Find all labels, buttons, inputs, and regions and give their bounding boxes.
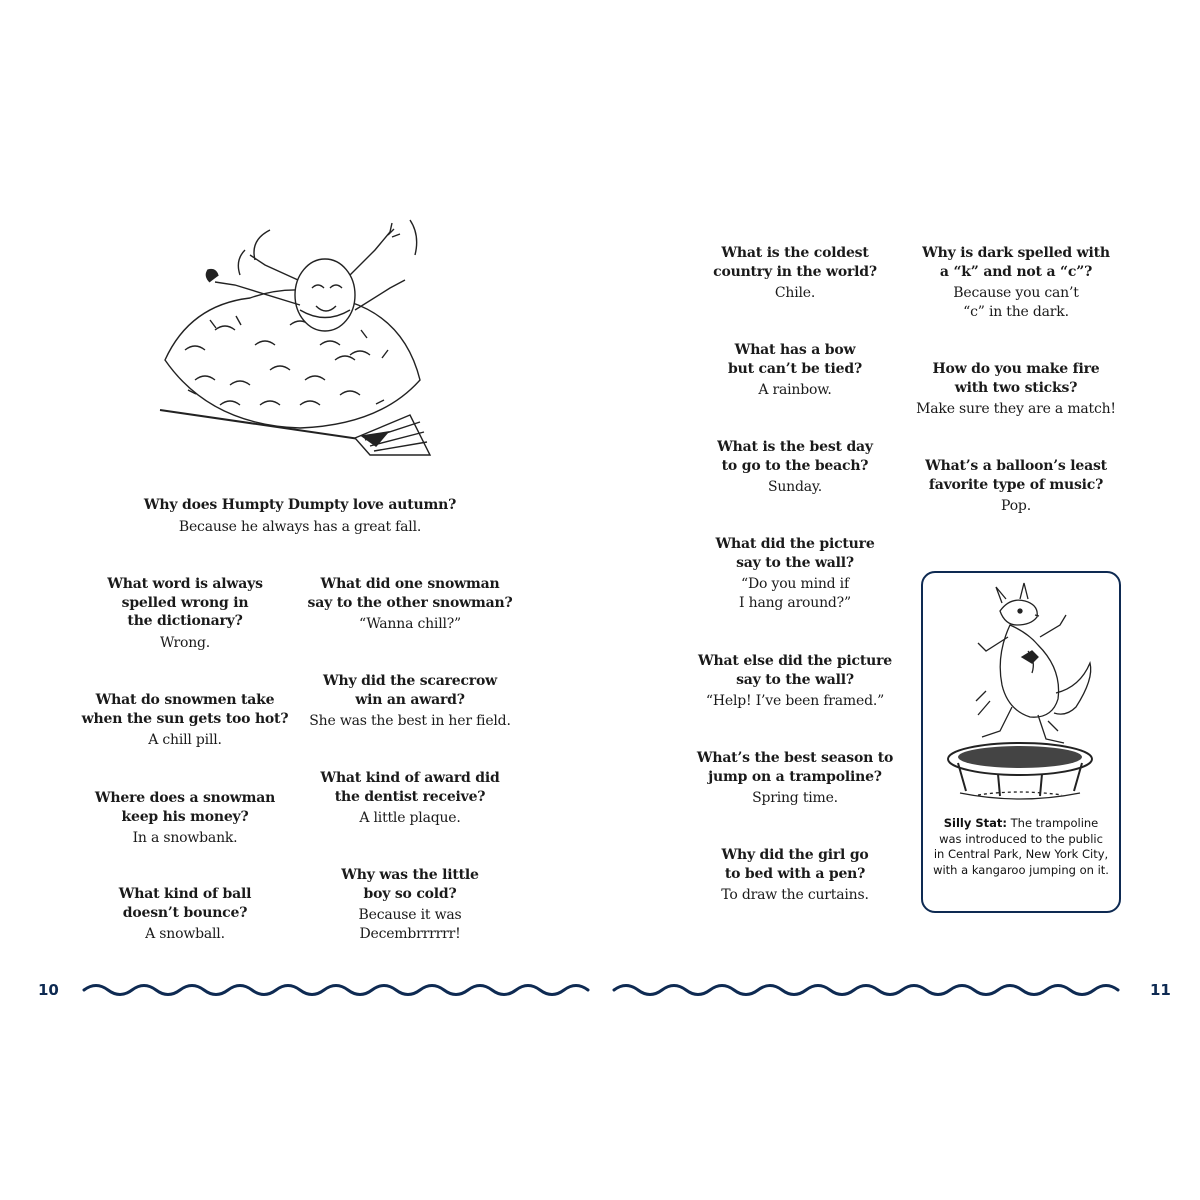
joke-block [75, 789, 295, 848]
joke-question: Where does a snowman keep his money? [94, 790, 276, 825]
joke-answer: Pop. [1001, 498, 1031, 514]
page-number-left: 10 [38, 981, 59, 999]
joke-question: What word is always spelled wrong in the dictionary? [107, 576, 263, 629]
joke-answer: A snowball. [145, 926, 225, 942]
joke-block [680, 244, 910, 303]
joke-block [680, 846, 910, 905]
wave-divider-right [612, 978, 1122, 1002]
silly-stat-label: Silly Stat: [943, 816, 1007, 830]
joke-question: Why did the scarecrow win an award? [323, 673, 497, 708]
joke-answer: Sunday. [767, 479, 823, 495]
joke-block [290, 769, 530, 828]
joke-question: What do snowmen take when the sun gets too hot? [81, 692, 289, 727]
joke-answer: “Wanna chill?” [358, 616, 462, 632]
joke-answer: Because it was Decembrrrrrr! [358, 907, 462, 942]
joke-question: What did one snowman say to the other snowman? [307, 576, 513, 611]
joke-question: What’s the best season to jump on a trampoline? [696, 750, 894, 785]
joke-block [900, 457, 1132, 516]
joke-question: What’s a balloon’s least favorite type of music? [925, 458, 1107, 493]
joke-answer: In a snowbank. [132, 830, 238, 846]
joke-answer: She was the best in her field. [309, 713, 511, 729]
kangaroo-trampoline-illustration [938, 581, 1103, 806]
joke-block [900, 244, 1132, 321]
joke-block [900, 360, 1132, 419]
joke-block [670, 652, 920, 711]
joke-question: Why did the girl go to bed with a pen? [721, 847, 869, 882]
joke-question: What else did the picture say to the wall? [698, 653, 892, 688]
joke-block [680, 438, 910, 497]
featured-joke [110, 496, 490, 536]
joke-answer: Make sure they are a match! [916, 401, 1116, 417]
humpty-dumpty-illustration [150, 210, 450, 490]
joke-question: Why is dark spelled with a “k” and not a “c”? [922, 245, 1110, 280]
joke-question: What did the picture say to the wall? [715, 536, 875, 571]
joke-block [75, 885, 295, 944]
featured-joke-question: Why does Humpty Dumpty love autumn? [143, 497, 457, 513]
joke-answer: Wrong. [159, 634, 211, 651]
joke-block [670, 749, 920, 808]
joke-question: What kind of ball doesn’t bounce? [118, 886, 252, 921]
joke-answer: To draw the curtains. [721, 887, 869, 903]
joke-answer: A rainbow. [758, 382, 832, 398]
joke-block [680, 341, 910, 400]
joke-question: What is the coldest country in the world? [713, 245, 877, 280]
silly-stat-box [921, 571, 1121, 913]
joke-answer: Chile. [774, 285, 816, 301]
joke-block [75, 575, 295, 652]
joke-answer: “Help! I’ve been framed.” [705, 693, 885, 709]
joke-block [290, 866, 530, 943]
joke-question: What is the best day to go to the beach? [717, 439, 873, 474]
joke-answer: Because you can’t “c” in the dark. [953, 285, 1079, 320]
joke-answer: “Do you mind if I hang around?” [739, 576, 851, 611]
joke-block [680, 535, 910, 612]
joke-question: What has a bow but can’t be tied? [728, 342, 862, 377]
joke-answer: Spring time. [752, 790, 838, 806]
silly-stat-body: The trampoline was introduced to the public in Central Park, New York City, with a kangaroo jumping on it. [933, 816, 1109, 877]
page-number-right: 11 [1150, 981, 1171, 999]
joke-answer: A chill pill. [148, 732, 222, 748]
joke-block [290, 575, 530, 634]
joke-question: Why was the little boy so cold? [341, 867, 479, 902]
joke-block [290, 672, 530, 731]
joke-question: What kind of award did the dentist receive? [320, 770, 500, 805]
featured-joke-answer: Because he always has a great fall. [178, 518, 422, 535]
joke-block [65, 691, 305, 750]
joke-answer: A little plaque. [359, 810, 461, 826]
wave-divider-left [82, 978, 592, 1002]
silly-stat-text [933, 816, 1109, 878]
joke-question: How do you make fire with two sticks? [932, 361, 1100, 396]
